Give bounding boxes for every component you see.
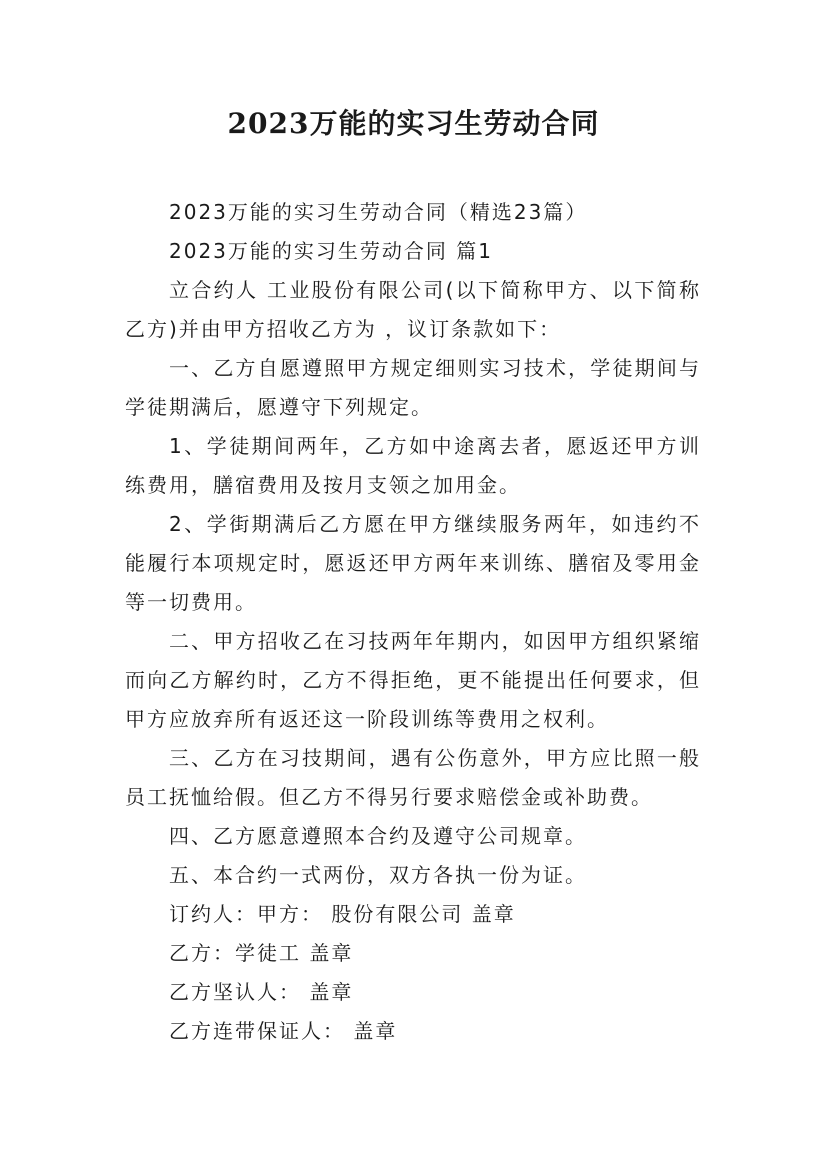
signature-party-b: 乙方：学徒工 盖章 [169,941,354,965]
signature-party-a: 订约人：甲方： 股份有限公司 盖章 [169,902,516,926]
paragraph-clause-3: 三、乙方在习技期间，遇有公伤意外，甲方应比照一般员工抚恤给假。但乙方不得另行要求赔偿金或补助费。 [125,746,701,809]
paragraph-parties: 立合约人 工业股份有限公司(以下简称甲方、以下简称乙方)并由甲方招收乙方为 ，议订条款如下： [125,278,701,341]
document-title: 2023万能的实习生劳动合同 [227,107,600,140]
paragraph-clause-5: 五、本合约一式两份，双方各执一份为证。 [169,863,587,887]
paragraph-clause-1: 一、乙方自愿遵照甲方规定细则实习技术，学徒期间与学徒期满后，愿遵守下列规定。 [125,356,701,419]
paragraph-subtitle: 2023万能的实习生劳动合同（精选23篇） [169,200,588,224]
paragraph-clause-4: 四、乙方愿意遵照本合约及遵守公司规章。 [169,824,587,848]
paragraph-clause-2: 二、甲方招收乙在习技两年年期内，如因甲方组织紧缩而向乙方解约时，乙方不得拒绝，更不能提出任何要求，但甲方应放弃所有返还这一阶段训练等费用之权利。 [125,629,701,731]
signature-guarantor: 乙方连带保证人： 盖章 [169,1019,398,1043]
paragraph-clause-1-item-2: 2、学街期满后乙方愿在甲方继续服务两年，如违约不能履行本项规定时，愿返还甲方两年来训练、膳宿及零用金等一切费用。 [125,512,701,614]
document-body [125,193,701,1051]
paragraph-clause-1-item-1: 1、学徒期间两年，乙方如中途离去者，愿返还甲方训练费用，膳宿费用及按月支领之加用金。 [125,434,701,497]
signature-witness: 乙方坚认人： 盖章 [169,980,354,1004]
paragraph-section-heading: 2023万能的实习生劳动合同 篇1 [169,239,493,263]
